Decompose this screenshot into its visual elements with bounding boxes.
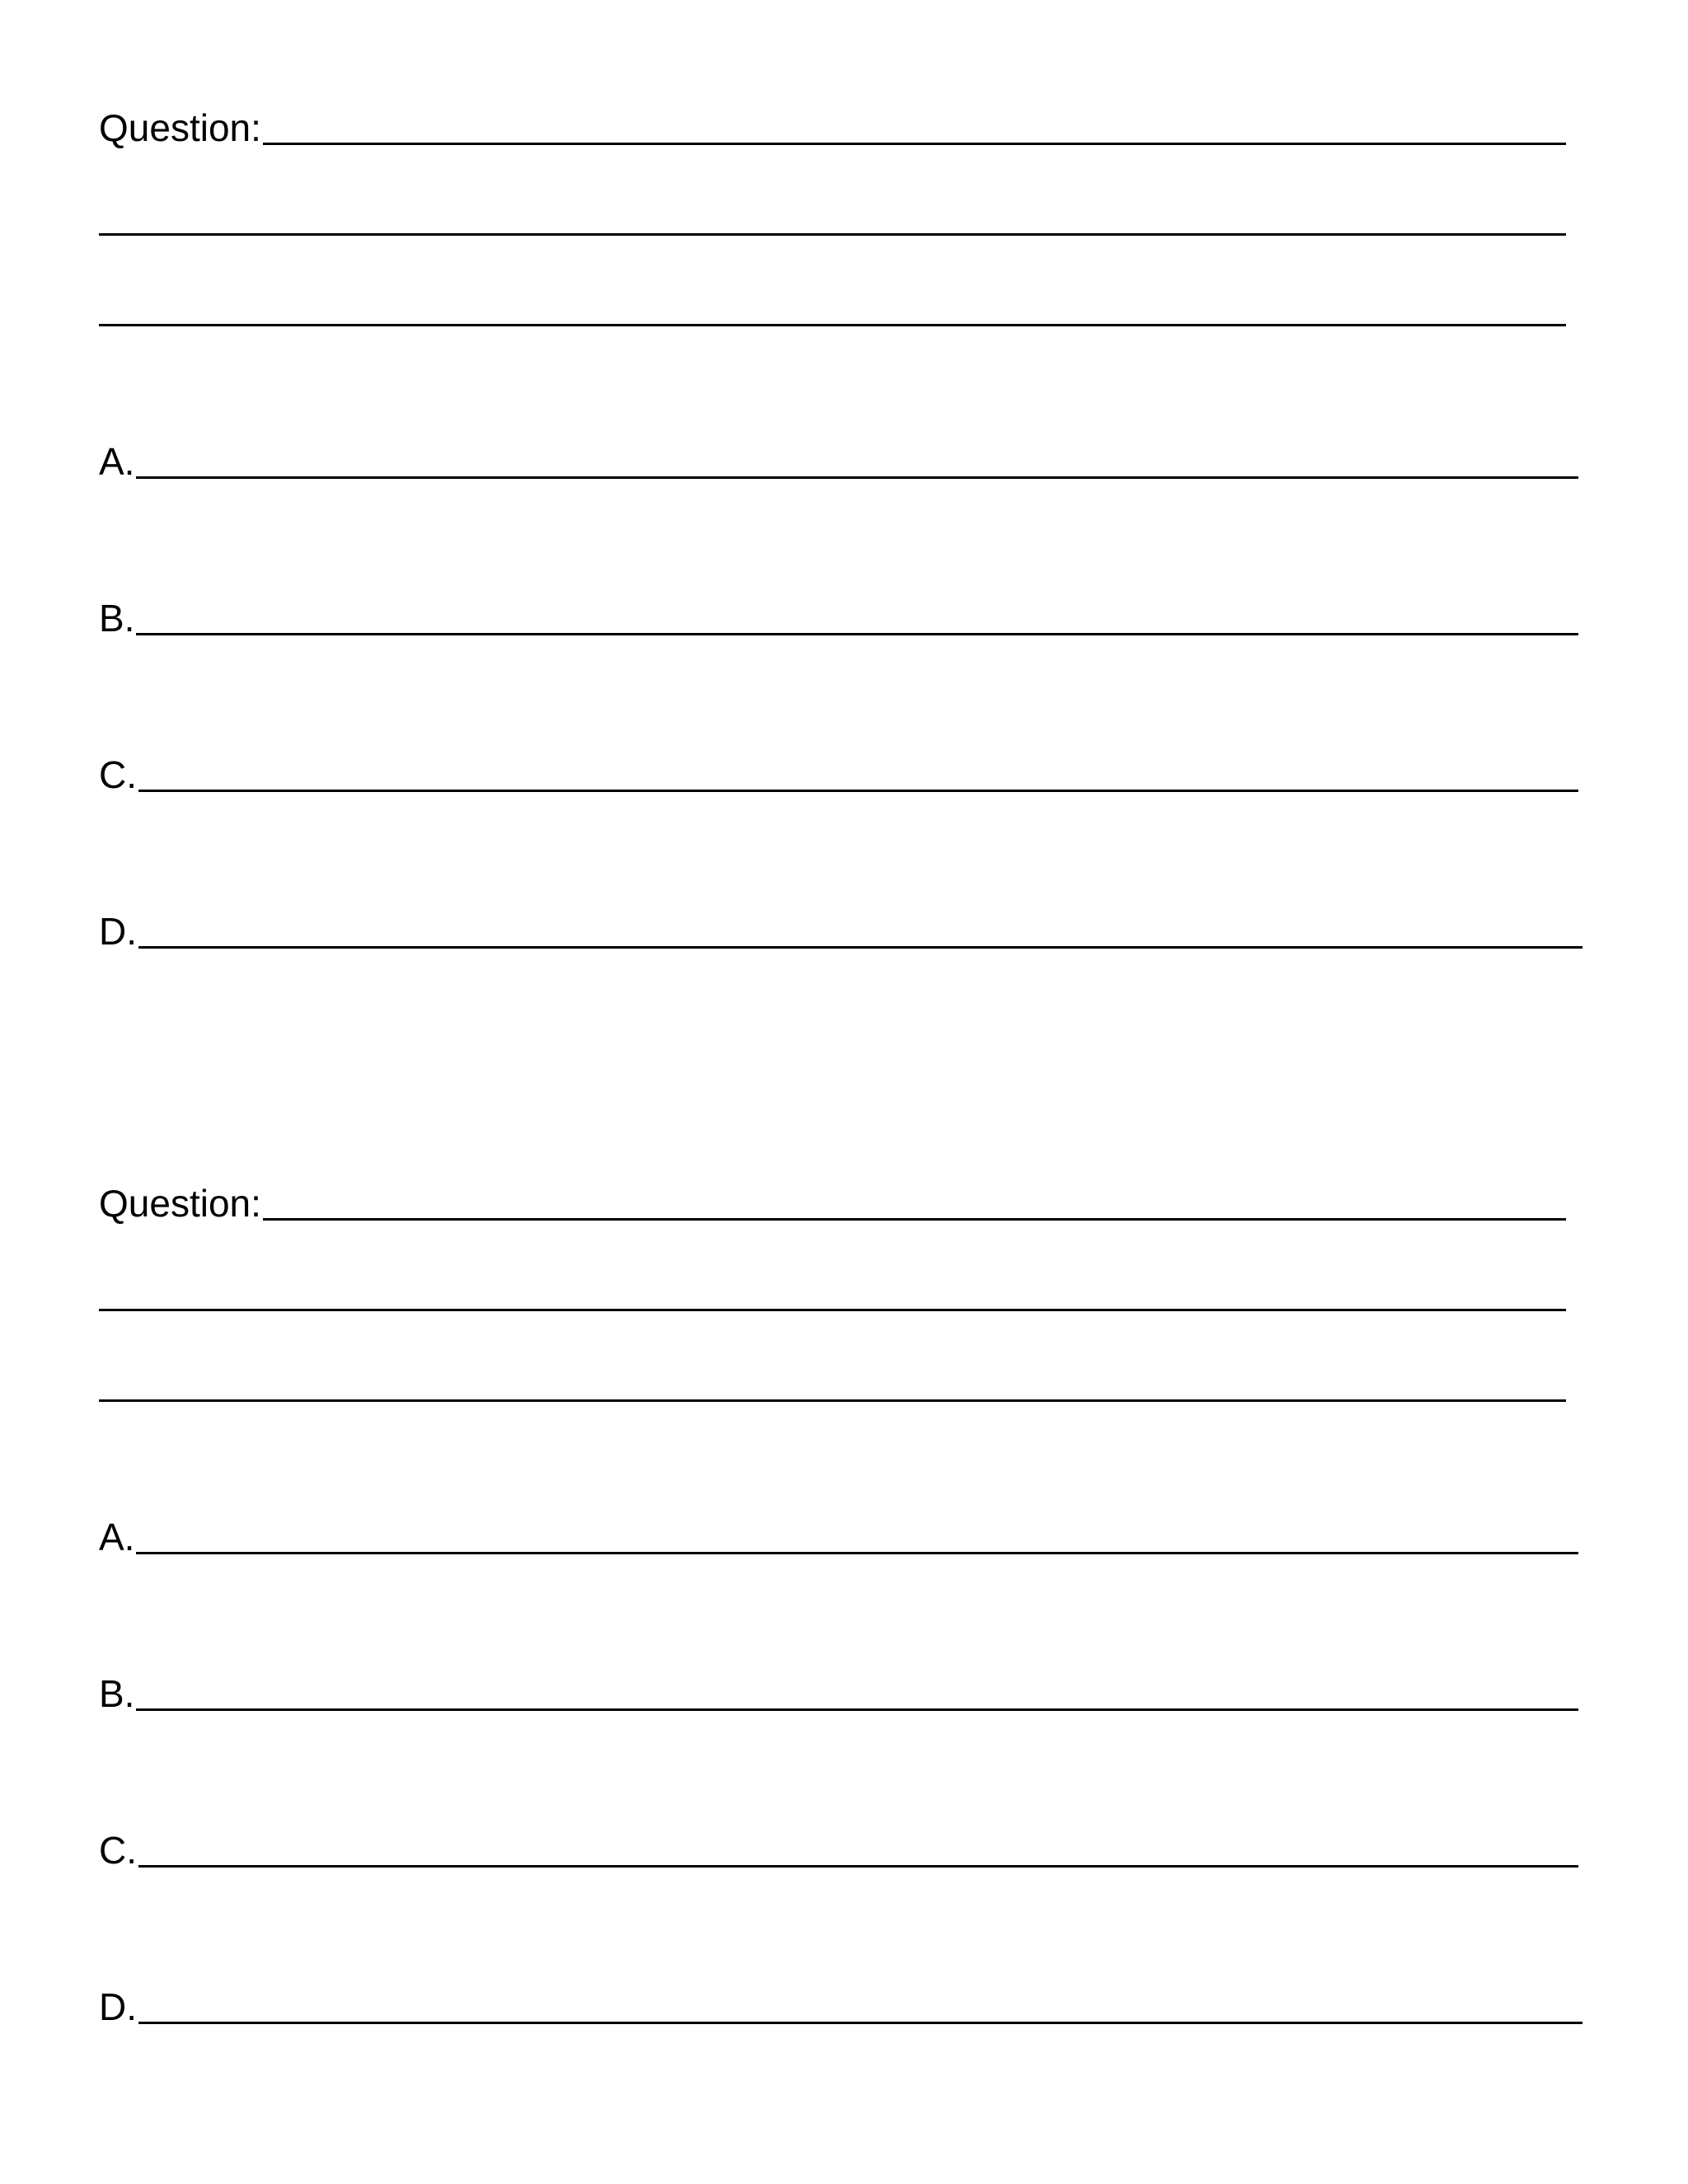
blank-line (99, 1399, 1566, 1402)
question-continuation-line[interactable] (99, 280, 1566, 330)
blank-line (99, 1309, 1566, 1311)
answer-option-c[interactable] (99, 746, 1578, 795)
option-label: D. (99, 1985, 137, 2028)
question-continuation-line[interactable] (99, 1265, 1566, 1315)
option-label: C. (99, 753, 137, 796)
question-label: Question: (99, 106, 261, 149)
answer-option-c[interactable] (99, 1821, 1578, 1871)
option-label: A. (99, 440, 135, 483)
blank-line (138, 2022, 1582, 2024)
blank-line (136, 476, 1578, 479)
option-label: A. (99, 1516, 135, 1558)
answer-option-d[interactable] (99, 1978, 1582, 2027)
blank-line (99, 233, 1566, 236)
answer-option-b[interactable] (99, 589, 1578, 639)
option-label: C. (99, 1829, 137, 1872)
blank-line (136, 1708, 1578, 1711)
answer-option-a[interactable] (99, 433, 1578, 482)
blank-line (136, 1552, 1578, 1554)
option-label: D. (99, 910, 137, 953)
blank-line (138, 946, 1582, 949)
question-line[interactable] (99, 99, 1566, 148)
blank-line (138, 1865, 1578, 1868)
answer-option-d[interactable] (99, 902, 1582, 952)
blank-line (263, 1218, 1566, 1221)
question-continuation-line[interactable] (99, 190, 1566, 239)
blank-line (263, 143, 1566, 145)
blank-line (99, 324, 1566, 326)
blank-line (138, 790, 1578, 792)
question-line[interactable] (99, 1174, 1566, 1224)
question-label: Question: (99, 1182, 261, 1225)
answer-option-a[interactable] (99, 1508, 1578, 1558)
blank-line (136, 633, 1578, 635)
option-label: B. (99, 597, 135, 640)
option-label: B. (99, 1672, 135, 1715)
question-continuation-line[interactable] (99, 1356, 1566, 1405)
answer-option-b[interactable] (99, 1665, 1578, 1714)
